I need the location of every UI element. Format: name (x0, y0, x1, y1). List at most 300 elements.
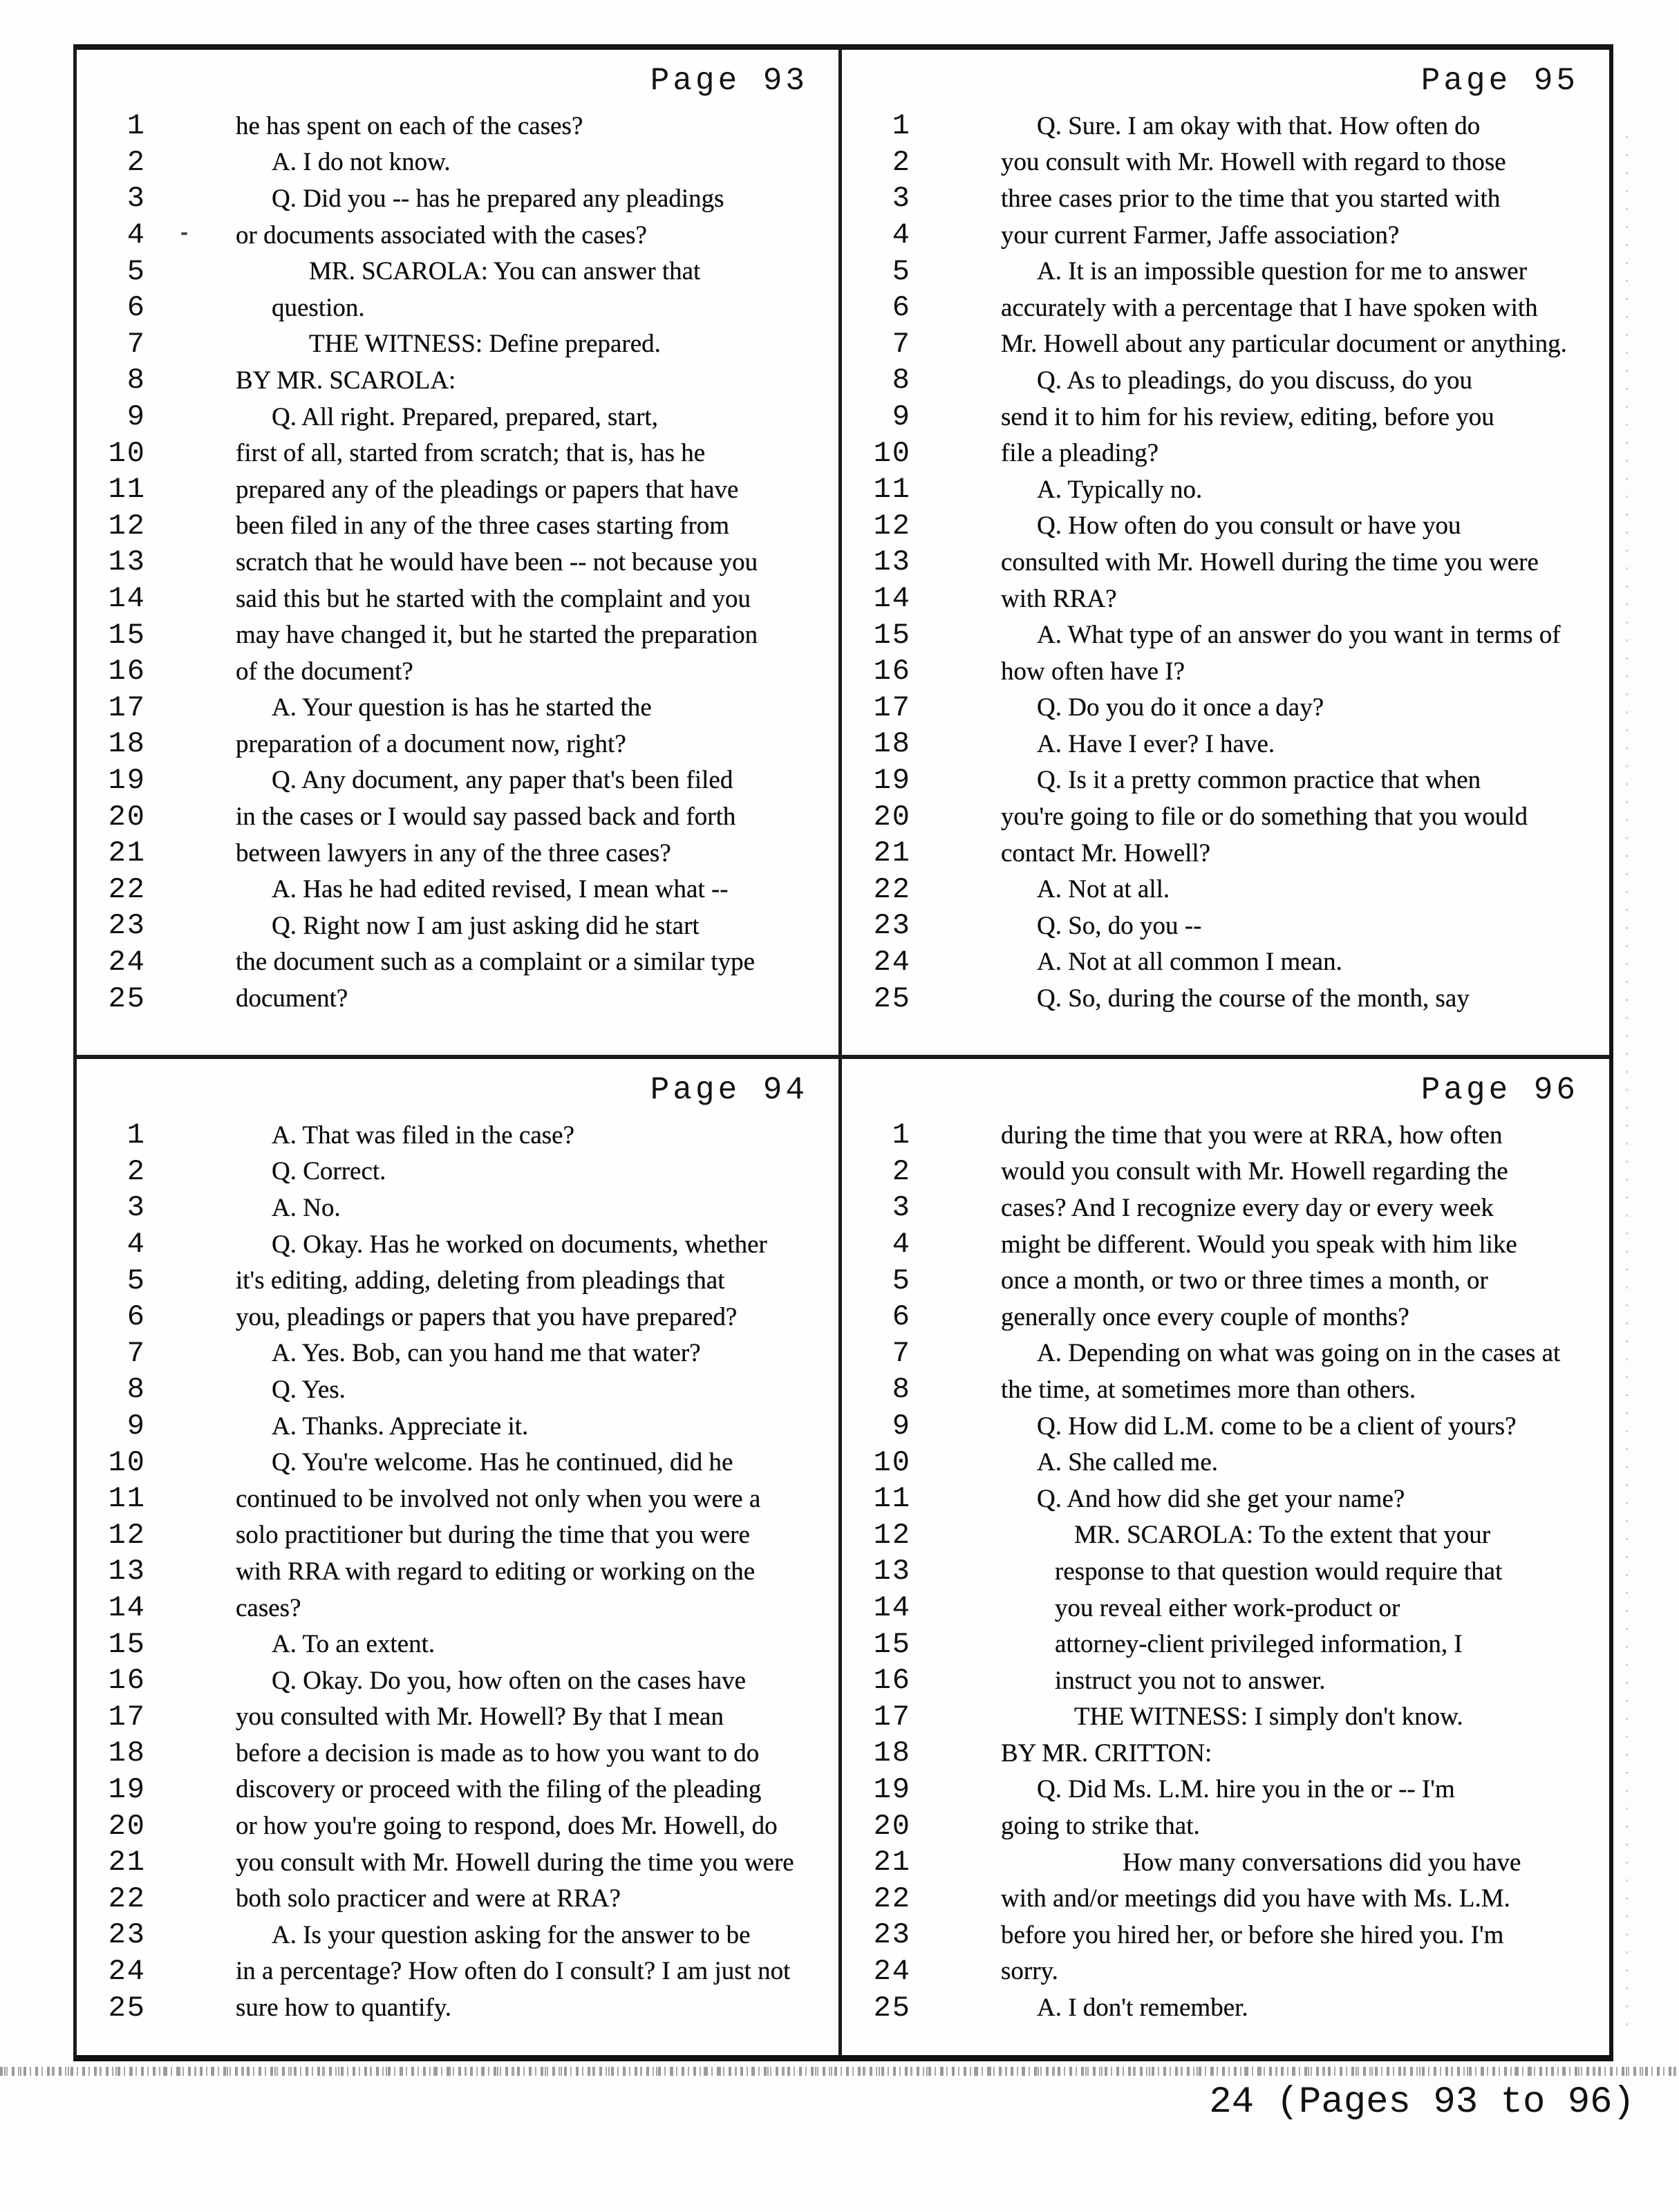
line-text: A. Have I ever? I have. (1037, 729, 1275, 758)
line-number: 13 (873, 545, 911, 579)
line-text: send it to him for his review, editing, before you (1001, 402, 1494, 431)
line-text: Q. Sure. I am okay with that. How often do (1037, 111, 1481, 140)
transcript-line (842, 617, 1609, 653)
scan-noise-strip (0, 2067, 1679, 2076)
transcript-line (842, 217, 1609, 254)
line-number: 19 (873, 763, 911, 797)
line-number: 15 (873, 618, 911, 652)
transcript-line (77, 762, 838, 799)
transcript-line (842, 1989, 1609, 2026)
transcript-line (77, 690, 838, 727)
line-number: 2 (892, 145, 911, 179)
line-text: three cases prior to the time that you started with (1001, 184, 1501, 213)
line-number: 10 (108, 1445, 146, 1479)
line-text: Mr. Howell about any particular document or anything. (1001, 330, 1567, 359)
line-number: 5 (126, 254, 146, 288)
line-text: continued to be involved not only when you were a (236, 1484, 761, 1513)
page-95-lines (842, 108, 1609, 1017)
line-number: 23 (108, 1918, 146, 1952)
transcript-line (842, 1735, 1609, 1772)
line-text: response to that question would require that (1055, 1557, 1503, 1586)
line-number: 13 (108, 1555, 146, 1588)
page-94-header: Page 94 (650, 1072, 808, 1108)
transcript-line (77, 1481, 838, 1517)
line-number: 19 (873, 1772, 911, 1806)
line-number: 25 (873, 1991, 911, 2025)
transcript-line (77, 1808, 838, 1844)
line-text: Q. Okay. Has he worked on documents, whether (272, 1230, 767, 1259)
line-number: 9 (892, 1409, 911, 1443)
line-number: 8 (126, 1373, 146, 1407)
line-text: A. No. (272, 1193, 341, 1222)
line-text: question. (272, 293, 365, 322)
transcript-line (77, 544, 838, 581)
line-number: 2 (892, 1154, 911, 1188)
line-number: 22 (873, 1882, 911, 1915)
line-text: generally once every couple of months? (1001, 1302, 1409, 1331)
line-number: 23 (873, 1918, 911, 1952)
scan-stray-mark (181, 232, 187, 235)
line-number: 20 (108, 1809, 146, 1843)
transcript-line (77, 1262, 838, 1299)
page-94 (77, 1055, 838, 2055)
line-number: 14 (873, 1591, 911, 1625)
line-text: Q. Yes. (272, 1375, 346, 1404)
transcript-line (77, 180, 838, 217)
line-number: 24 (108, 945, 146, 979)
line-text: Q. Correct. (272, 1157, 386, 1186)
transcript-line (77, 326, 838, 363)
transcript-line (842, 290, 1609, 326)
line-number: 14 (108, 582, 146, 616)
line-text: of the document? (236, 657, 413, 686)
line-text: you're going to file or do something that you would (1001, 803, 1528, 832)
line-text: A. Thanks. Appreciate it. (272, 1412, 529, 1441)
transcript-line (842, 1299, 1609, 1335)
line-text: Q. Okay. Do you, how often on the cases have (272, 1666, 747, 1695)
line-number: 6 (126, 1300, 146, 1334)
transcript-line (842, 1335, 1609, 1372)
line-text: Q. Did Ms. L.M. hire you in the or -- I'm (1037, 1775, 1455, 1804)
line-number: 25 (873, 982, 911, 1015)
transcript-line (842, 581, 1609, 617)
line-text: Q. How often do you consult or have you (1037, 512, 1461, 541)
transcript-line (842, 1699, 1609, 1736)
line-text: once a month, or two or three times a month, or (1001, 1266, 1488, 1295)
transcript-line (842, 362, 1609, 399)
line-text: cases? And I recognize every day or every week (1001, 1193, 1494, 1222)
page-94-lines (77, 1117, 838, 2026)
line-number: 1 (892, 1118, 911, 1152)
transcript-line (842, 1517, 1609, 1554)
transcript-line (77, 871, 838, 908)
line-text: been filed in any of the three cases starting from (236, 512, 730, 541)
line-number: 7 (126, 327, 146, 361)
line-number: 24 (873, 945, 911, 979)
line-number: 7 (892, 327, 911, 361)
transcript-line (77, 1299, 838, 1335)
line-text: contact Mr. Howell? (1001, 838, 1211, 868)
line-text: said this but he started with the complaint and you (236, 584, 751, 613)
line-text: during the time that you were at RRA, how often (1001, 1121, 1503, 1150)
line-text: between lawyers in any of the three cases? (236, 838, 671, 868)
transcript-line (842, 1154, 1609, 1190)
transcript-line (77, 1989, 838, 2026)
line-text: sorry. (1001, 1957, 1058, 1986)
line-text: you consult with Mr. Howell with regard to those (1001, 148, 1506, 177)
line-number: 17 (873, 1700, 911, 1734)
line-number: 9 (126, 400, 146, 434)
line-number: 19 (108, 1772, 146, 1806)
transcript-line (842, 544, 1609, 581)
transcript-line (842, 871, 1609, 908)
transcript-line (77, 253, 838, 290)
line-text: A. What type of an answer do you want in terms of (1037, 621, 1561, 650)
line-text: the time, at sometimes more than others. (1001, 1375, 1416, 1404)
transcript-line (77, 1371, 838, 1408)
transcript-line (842, 144, 1609, 181)
line-number: 6 (892, 291, 911, 325)
line-text: may have changed it, but he started the preparation (236, 621, 758, 650)
line-number: 3 (892, 1191, 911, 1225)
line-text: Q. As to pleadings, do you discuss, do you (1037, 366, 1473, 395)
line-number: 15 (108, 1627, 146, 1661)
line-number: 10 (873, 1445, 911, 1479)
transcript-line (842, 1190, 1609, 1226)
line-text: sure how to quantify. (236, 1994, 452, 2023)
line-text: Q. You're welcome. Has he continued, did he (272, 1448, 733, 1477)
line-number: 12 (873, 509, 911, 543)
transcript-line (77, 653, 838, 690)
line-text: MR. SCAROLA: You can answer that (309, 257, 701, 286)
line-number: 13 (108, 545, 146, 579)
transcript-line (77, 1190, 838, 1226)
line-number: 18 (873, 727, 911, 761)
transcript-line (77, 1444, 838, 1481)
transcript-line (842, 1844, 1609, 1881)
line-text: instruct you not to answer. (1055, 1666, 1326, 1695)
transcript-line (77, 508, 838, 545)
line-number: 24 (108, 1954, 146, 1988)
transcript-line (77, 1735, 838, 1772)
transcript-line (842, 798, 1609, 835)
line-text: consulted with Mr. Howell during the time you were (1001, 547, 1539, 577)
line-number: 8 (892, 364, 911, 397)
line-number: 21 (108, 836, 146, 870)
line-number: 1 (126, 109, 146, 143)
transcript-line (77, 835, 838, 872)
line-text: you, pleadings or papers that you have prepared? (236, 1302, 738, 1331)
line-number: 5 (892, 254, 911, 288)
line-number: 5 (126, 1264, 146, 1297)
line-text: would you consult with Mr. Howell regarding the (1001, 1157, 1508, 1186)
transcript-line (77, 1699, 838, 1736)
line-text: Q. Is it a pretty common practice that when (1037, 766, 1481, 795)
transcript-line (842, 1590, 1609, 1627)
line-number: 8 (892, 1373, 911, 1407)
page-95-header: Page 95 (1420, 63, 1579, 99)
transcript-line (842, 944, 1609, 981)
line-number: 9 (892, 400, 911, 434)
line-number: 2 (126, 145, 146, 179)
transcript-line (77, 1662, 838, 1699)
line-text: Q. How did L.M. come to be a client of yours? (1037, 1412, 1517, 1441)
transcript-line (77, 1626, 838, 1662)
transcript-line (842, 1553, 1609, 1590)
line-text: THE WITNESS: Define prepared. (309, 330, 661, 359)
line-text: A. Typically no. (1037, 475, 1203, 504)
line-number: 8 (126, 364, 146, 397)
line-number: 21 (873, 1846, 911, 1880)
transcript-line (77, 1880, 838, 1917)
transcript-grid-frame (73, 44, 1613, 2061)
line-text: A. Is your question asking for the answer to be (272, 1920, 751, 1949)
transcript-line (77, 1154, 838, 1190)
transcript-line (77, 1917, 838, 1953)
line-number: 23 (108, 909, 146, 943)
transcript-line (77, 1590, 838, 1627)
line-text: discovery or proceed with the filing of the pleading (236, 1775, 762, 1804)
transcript-line (842, 108, 1609, 144)
transcript-line (77, 908, 838, 944)
transcript-line (842, 508, 1609, 545)
line-text: A. I don't remember. (1037, 1994, 1248, 2023)
line-text: in the cases or I would say passed back and forth (236, 803, 736, 832)
line-text: your current Farmer, Jaffe association? (1001, 221, 1400, 250)
transcript-line (77, 1953, 838, 1990)
line-text: he has spent on each of the cases? (236, 111, 583, 140)
line-number: 20 (873, 1809, 911, 1843)
transcript-line (77, 471, 838, 508)
transcript-line (842, 399, 1609, 435)
line-text: it's editing, adding, deleting from pleadings that (236, 1266, 725, 1295)
transcript-line (842, 1444, 1609, 1481)
transcript-line (842, 435, 1609, 471)
transcript-line (77, 1553, 838, 1590)
line-text: accurately with a percentage that I have spoken with (1001, 293, 1538, 322)
line-number: 10 (108, 436, 146, 470)
line-text: might be different. Would you speak with him like (1001, 1230, 1517, 1259)
transcript-line (77, 944, 838, 981)
line-number: 3 (126, 1191, 146, 1225)
line-number: 16 (873, 1664, 911, 1698)
transcript-line (842, 1662, 1609, 1699)
page-range-footer: 24 (Pages 93 to 96) (1209, 2081, 1635, 2124)
line-number: 11 (873, 473, 911, 507)
line-text: with RRA with regard to editing or working on the (236, 1557, 756, 1586)
line-text: THE WITNESS: I simply don't know. (1074, 1703, 1463, 1732)
page-96 (838, 1055, 1609, 2055)
transcript-line (77, 1335, 838, 1372)
line-text: how often have I? (1001, 657, 1185, 686)
transcript-line (77, 1844, 838, 1881)
line-text: the document such as a complaint or a similar type (236, 948, 756, 977)
transcript-line (842, 1772, 1609, 1808)
transcript-line (842, 908, 1609, 944)
line-number: 11 (108, 1482, 146, 1516)
line-text: Q. So, do you -- (1037, 911, 1202, 940)
transcript-line (77, 144, 838, 181)
line-text: A. Has he had edited revised, I mean what -- (272, 875, 729, 904)
transcript-line (842, 653, 1609, 690)
line-text: How many conversations did you have (1123, 1848, 1521, 1877)
line-number: 4 (892, 1228, 911, 1262)
line-number: 20 (873, 800, 911, 834)
transcript-line (842, 1371, 1609, 1408)
page-93 (77, 50, 838, 1055)
line-text: before you hired her, or before she hired you. I'm (1001, 1920, 1504, 1949)
line-text: or how you're going to respond, does Mr. Howell, do (236, 1812, 778, 1841)
transcript-line (77, 290, 838, 326)
line-text: Q. Did you -- has he prepared any pleadings (272, 184, 724, 213)
line-text: file a pleading? (1001, 439, 1159, 468)
page-93-header: Page 93 (650, 63, 808, 99)
line-number: 25 (108, 982, 146, 1015)
page-96-header: Page 96 (1420, 1072, 1579, 1108)
line-text: A. It is an impossible question for me to answer (1037, 257, 1528, 286)
line-text: A. She called me. (1037, 1448, 1218, 1477)
line-text: MR. SCAROLA: To the extent that your (1074, 1521, 1491, 1550)
line-number: 11 (873, 1482, 911, 1516)
line-text: BY MR. SCAROLA: (236, 366, 456, 395)
line-text: Q. Do you do it once a day? (1037, 693, 1324, 722)
line-text: you reveal either work-product or (1055, 1593, 1400, 1622)
line-text: A. That was filed in the case? (272, 1121, 575, 1150)
transcript-line (842, 326, 1609, 363)
line-number: 11 (108, 473, 146, 507)
transcript-line (842, 253, 1609, 290)
line-number: 14 (108, 1591, 146, 1625)
line-number: 17 (108, 1700, 146, 1734)
line-text: prepared any of the pleadings or papers that have (236, 475, 739, 504)
transcript-line (842, 726, 1609, 762)
transcript-line (77, 581, 838, 617)
line-number: 6 (126, 291, 146, 325)
transcript-line (842, 180, 1609, 217)
line-text: A. Yes. Bob, can you hand me that water? (272, 1339, 701, 1368)
line-number: 1 (892, 109, 911, 143)
line-number: 16 (108, 1664, 146, 1698)
transcript-line (77, 617, 838, 653)
line-text: Q. Any document, any paper that's been filed (272, 766, 733, 795)
line-text: first of all, started from scratch; that is, has he (236, 439, 706, 468)
transcript-line (842, 1917, 1609, 1953)
line-text: A. Your question is has he started the (272, 693, 652, 722)
line-number: 1 (126, 1118, 146, 1152)
line-number: 17 (108, 691, 146, 724)
line-number: 12 (873, 1518, 911, 1552)
line-number: 16 (873, 655, 911, 688)
line-number: 21 (873, 836, 911, 870)
line-number: 15 (108, 618, 146, 652)
line-number: 21 (108, 1846, 146, 1880)
line-number: 16 (108, 655, 146, 688)
line-text: Q. Right now I am just asking did he start (272, 911, 700, 940)
line-number: 4 (126, 218, 146, 252)
line-number: 4 (892, 218, 911, 252)
line-text: A. Depending on what was going on in the cases at (1037, 1339, 1561, 1368)
line-text: or documents associated with the cases? (236, 221, 647, 250)
transcript-line (77, 217, 838, 254)
transcript-line (77, 980, 838, 1017)
line-text: A. To an extent. (272, 1630, 435, 1659)
transcript-line (77, 108, 838, 144)
transcript-line (77, 1408, 838, 1445)
transcript-line (842, 1953, 1609, 1990)
page-93-lines (77, 108, 838, 1017)
line-text: BY MR. CRITTON: (1001, 1738, 1212, 1768)
transcript-line (77, 435, 838, 471)
line-text: you consult with Mr. Howell during the time you were (236, 1848, 794, 1877)
line-number: 9 (126, 1409, 146, 1443)
line-number: 3 (126, 182, 146, 216)
transcript-line (842, 1481, 1609, 1517)
transcript-line (842, 762, 1609, 799)
transcript-line (77, 362, 838, 399)
page-95 (838, 50, 1609, 1055)
line-number: 22 (108, 872, 146, 906)
transcript-line (842, 1226, 1609, 1263)
line-number: 12 (108, 1518, 146, 1552)
line-number: 14 (873, 582, 911, 616)
transcript-line (842, 471, 1609, 508)
line-number: 7 (892, 1336, 911, 1370)
transcript-line (842, 1880, 1609, 1917)
line-text: A. Not at all. (1037, 875, 1170, 904)
line-number: 18 (108, 727, 146, 761)
line-text: A. I do not know. (272, 148, 451, 177)
line-number: 24 (873, 1954, 911, 1988)
line-number: 15 (873, 1627, 911, 1661)
line-number: 4 (126, 1228, 146, 1262)
line-text: both solo practicer and were at RRA? (236, 1884, 621, 1913)
transcript-line (842, 835, 1609, 872)
line-number: 22 (108, 1882, 146, 1915)
transcript-line (842, 1117, 1609, 1154)
line-text: attorney-client privileged information, I (1055, 1630, 1463, 1659)
line-text: preparation of a document now, right? (236, 729, 626, 758)
line-number: 18 (108, 1736, 146, 1770)
transcript-line (77, 1117, 838, 1154)
line-text: with and/or meetings did you have with Ms. L.M. (1001, 1884, 1510, 1913)
line-text: before a decision is made as to how you want to do (236, 1738, 760, 1768)
transcript-line (842, 1808, 1609, 1844)
transcript-line (842, 690, 1609, 727)
line-number: 18 (873, 1736, 911, 1770)
line-number: 5 (892, 1264, 911, 1297)
transcript-line (77, 399, 838, 435)
transcript-line (77, 798, 838, 835)
page-96-lines (842, 1117, 1609, 2026)
transcript-line (77, 1772, 838, 1808)
line-number: 13 (873, 1555, 911, 1588)
transcript-line (842, 1626, 1609, 1662)
line-number: 23 (873, 909, 911, 943)
line-number: 6 (892, 1300, 911, 1334)
line-text: Q. So, during the course of the month, say (1037, 984, 1470, 1013)
transcript-line (77, 726, 838, 762)
line-text: Q. And how did she get your name? (1037, 1484, 1405, 1513)
line-number: 20 (108, 800, 146, 834)
line-text: going to strike that. (1001, 1812, 1200, 1841)
transcript-line (842, 1408, 1609, 1445)
line-number: 2 (126, 1154, 146, 1188)
line-text: document? (236, 984, 348, 1013)
line-number: 22 (873, 872, 911, 906)
line-number: 17 (873, 691, 911, 724)
line-number: 3 (892, 182, 911, 216)
transcript-line (77, 1226, 838, 1263)
